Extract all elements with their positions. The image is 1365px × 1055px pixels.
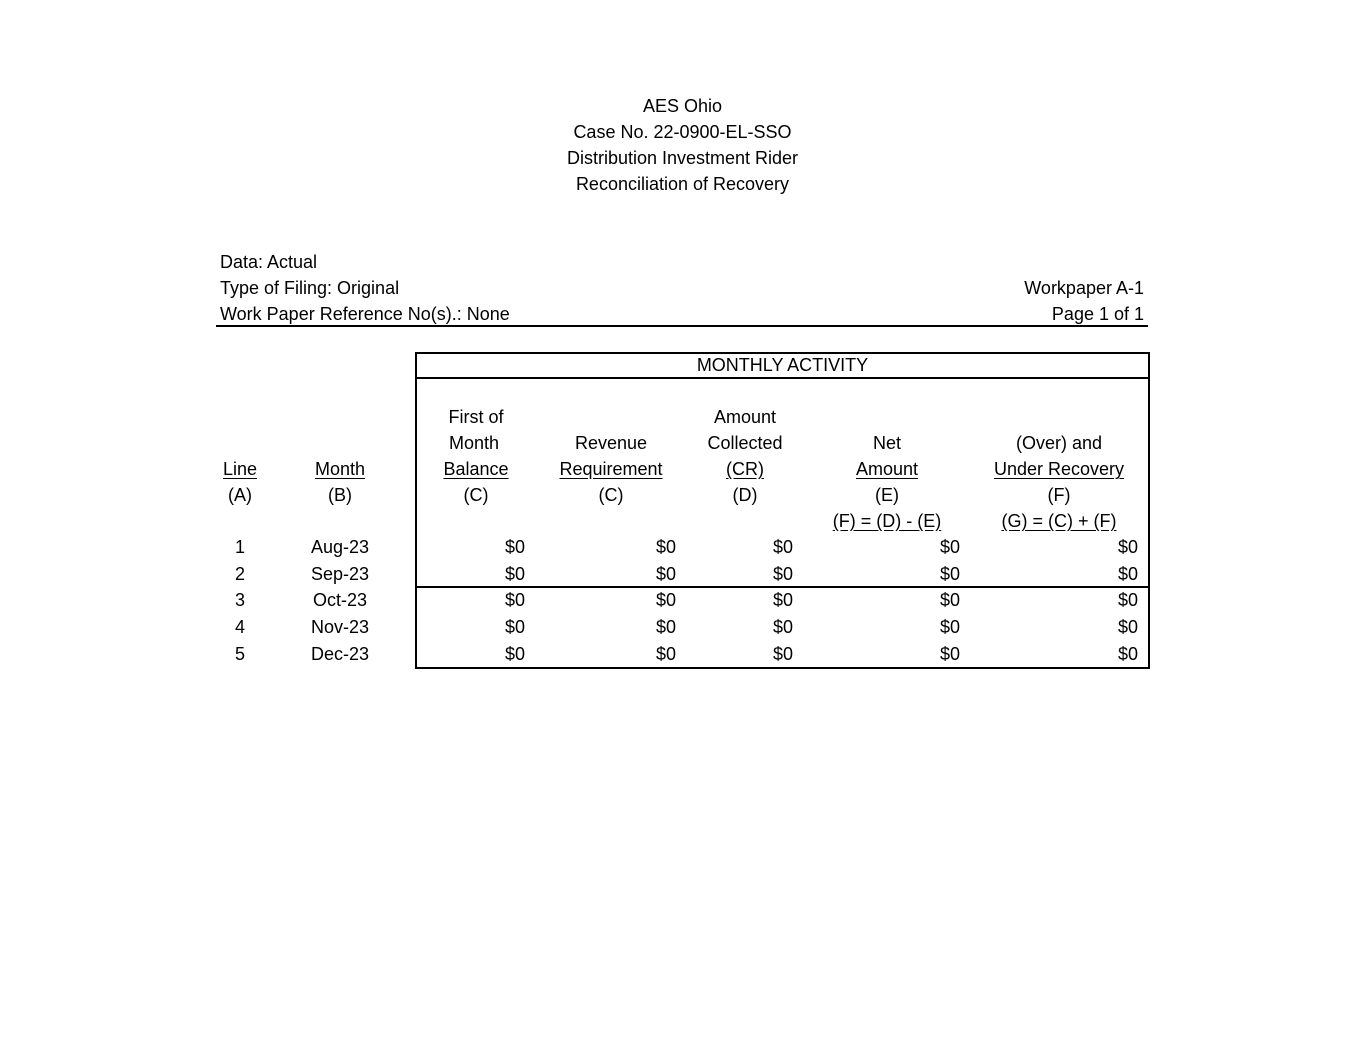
collected-cell: $0 xyxy=(772,617,793,637)
collected-cell: $0 xyxy=(772,590,793,610)
month-cell: Aug-23 xyxy=(310,537,370,557)
column-header-balance: Balance xyxy=(443,459,509,479)
company-name: AES Ohio xyxy=(642,96,723,116)
revenue-cell: $0 xyxy=(655,590,676,610)
revenue-cell: $0 xyxy=(655,617,676,637)
column-header-month: Month xyxy=(314,459,366,479)
header-divider xyxy=(216,325,1148,327)
column-formula-recovery: (G) = (C) + (F) xyxy=(1001,511,1117,531)
revenue-cell: $0 xyxy=(655,644,676,664)
column-formula-net: (F) = (D) - (E) xyxy=(832,511,942,531)
page-number: Page 1 of 1 xyxy=(1051,304,1144,324)
column-header-recovery-line1: (Over) and xyxy=(1015,433,1103,453)
column-header-collected: (CR) xyxy=(726,459,764,479)
column-code-e: (E) xyxy=(875,485,899,505)
column-header-revenue: Requirement xyxy=(559,459,663,479)
document-subject: Reconciliation of Recovery xyxy=(575,174,790,194)
line-number: 1 xyxy=(234,537,245,557)
collected-cell: $0 xyxy=(772,644,793,664)
rider-name: Distribution Investment Rider xyxy=(566,148,799,168)
document-title-block xyxy=(0,93,1365,197)
column-code-f: (F) xyxy=(1047,485,1071,505)
revenue-cell: $0 xyxy=(655,564,676,584)
collected-cell: $0 xyxy=(772,537,793,557)
net-cell: $0 xyxy=(939,644,960,664)
column-header-balance-line1: First of xyxy=(448,407,504,427)
column-header-net: Amount xyxy=(855,459,919,479)
column-code-c1: (C) xyxy=(463,485,489,505)
collected-cell: $0 xyxy=(772,564,793,584)
column-header-collected-line2: Collected xyxy=(707,433,783,453)
workpaper-id: Workpaper A-1 xyxy=(1024,278,1144,298)
column-code-a: (A) xyxy=(228,485,252,505)
column-header-collected-line1: Amount xyxy=(713,407,777,427)
line-number: 3 xyxy=(234,590,245,610)
section-title: MONTHLY ACTIVITY xyxy=(696,355,869,375)
column-header-balance-line2: Month xyxy=(448,433,500,453)
balance-cell: $0 xyxy=(504,590,525,610)
month-cell: Sep-23 xyxy=(310,564,370,584)
recovery-cell: $0 xyxy=(1117,564,1138,584)
balance-cell: $0 xyxy=(504,617,525,637)
balance-cell: $0 xyxy=(504,644,525,664)
column-header-line: Line xyxy=(222,459,258,479)
column-header-net-line1: Net xyxy=(872,433,901,453)
recovery-cell: $0 xyxy=(1117,644,1138,664)
column-header-revenue-line1: Revenue xyxy=(574,433,648,453)
revenue-cell: $0 xyxy=(655,537,676,557)
work-paper-reference-label: Work Paper Reference No(s).: None xyxy=(220,304,510,324)
net-cell: $0 xyxy=(939,617,960,637)
balance-cell: $0 xyxy=(504,537,525,557)
filing-type-label: Type of Filing: Original xyxy=(220,278,400,298)
line-number: 2 xyxy=(234,564,245,584)
month-cell: Dec-23 xyxy=(310,644,370,664)
month-cell: Oct-23 xyxy=(312,590,368,610)
recovery-cell: $0 xyxy=(1117,590,1138,610)
column-header-recovery: Under Recovery xyxy=(993,459,1125,479)
line-number: 4 xyxy=(234,617,245,637)
recovery-cell: $0 xyxy=(1117,617,1138,637)
net-cell: $0 xyxy=(939,590,960,610)
net-cell: $0 xyxy=(939,537,960,557)
column-code-c2: (C) xyxy=(598,485,624,505)
month-cell: Nov-23 xyxy=(310,617,370,637)
recovery-cell: $0 xyxy=(1117,537,1138,557)
balance-cell: $0 xyxy=(504,564,525,584)
data-type-label: Data: Actual xyxy=(220,252,318,272)
line-number: 5 xyxy=(234,644,245,664)
case-number: Case No. 22-0900-EL-SSO xyxy=(573,122,792,142)
column-code-d: (D) xyxy=(732,485,758,505)
column-code-b: (B) xyxy=(328,485,352,505)
net-cell: $0 xyxy=(939,564,960,584)
